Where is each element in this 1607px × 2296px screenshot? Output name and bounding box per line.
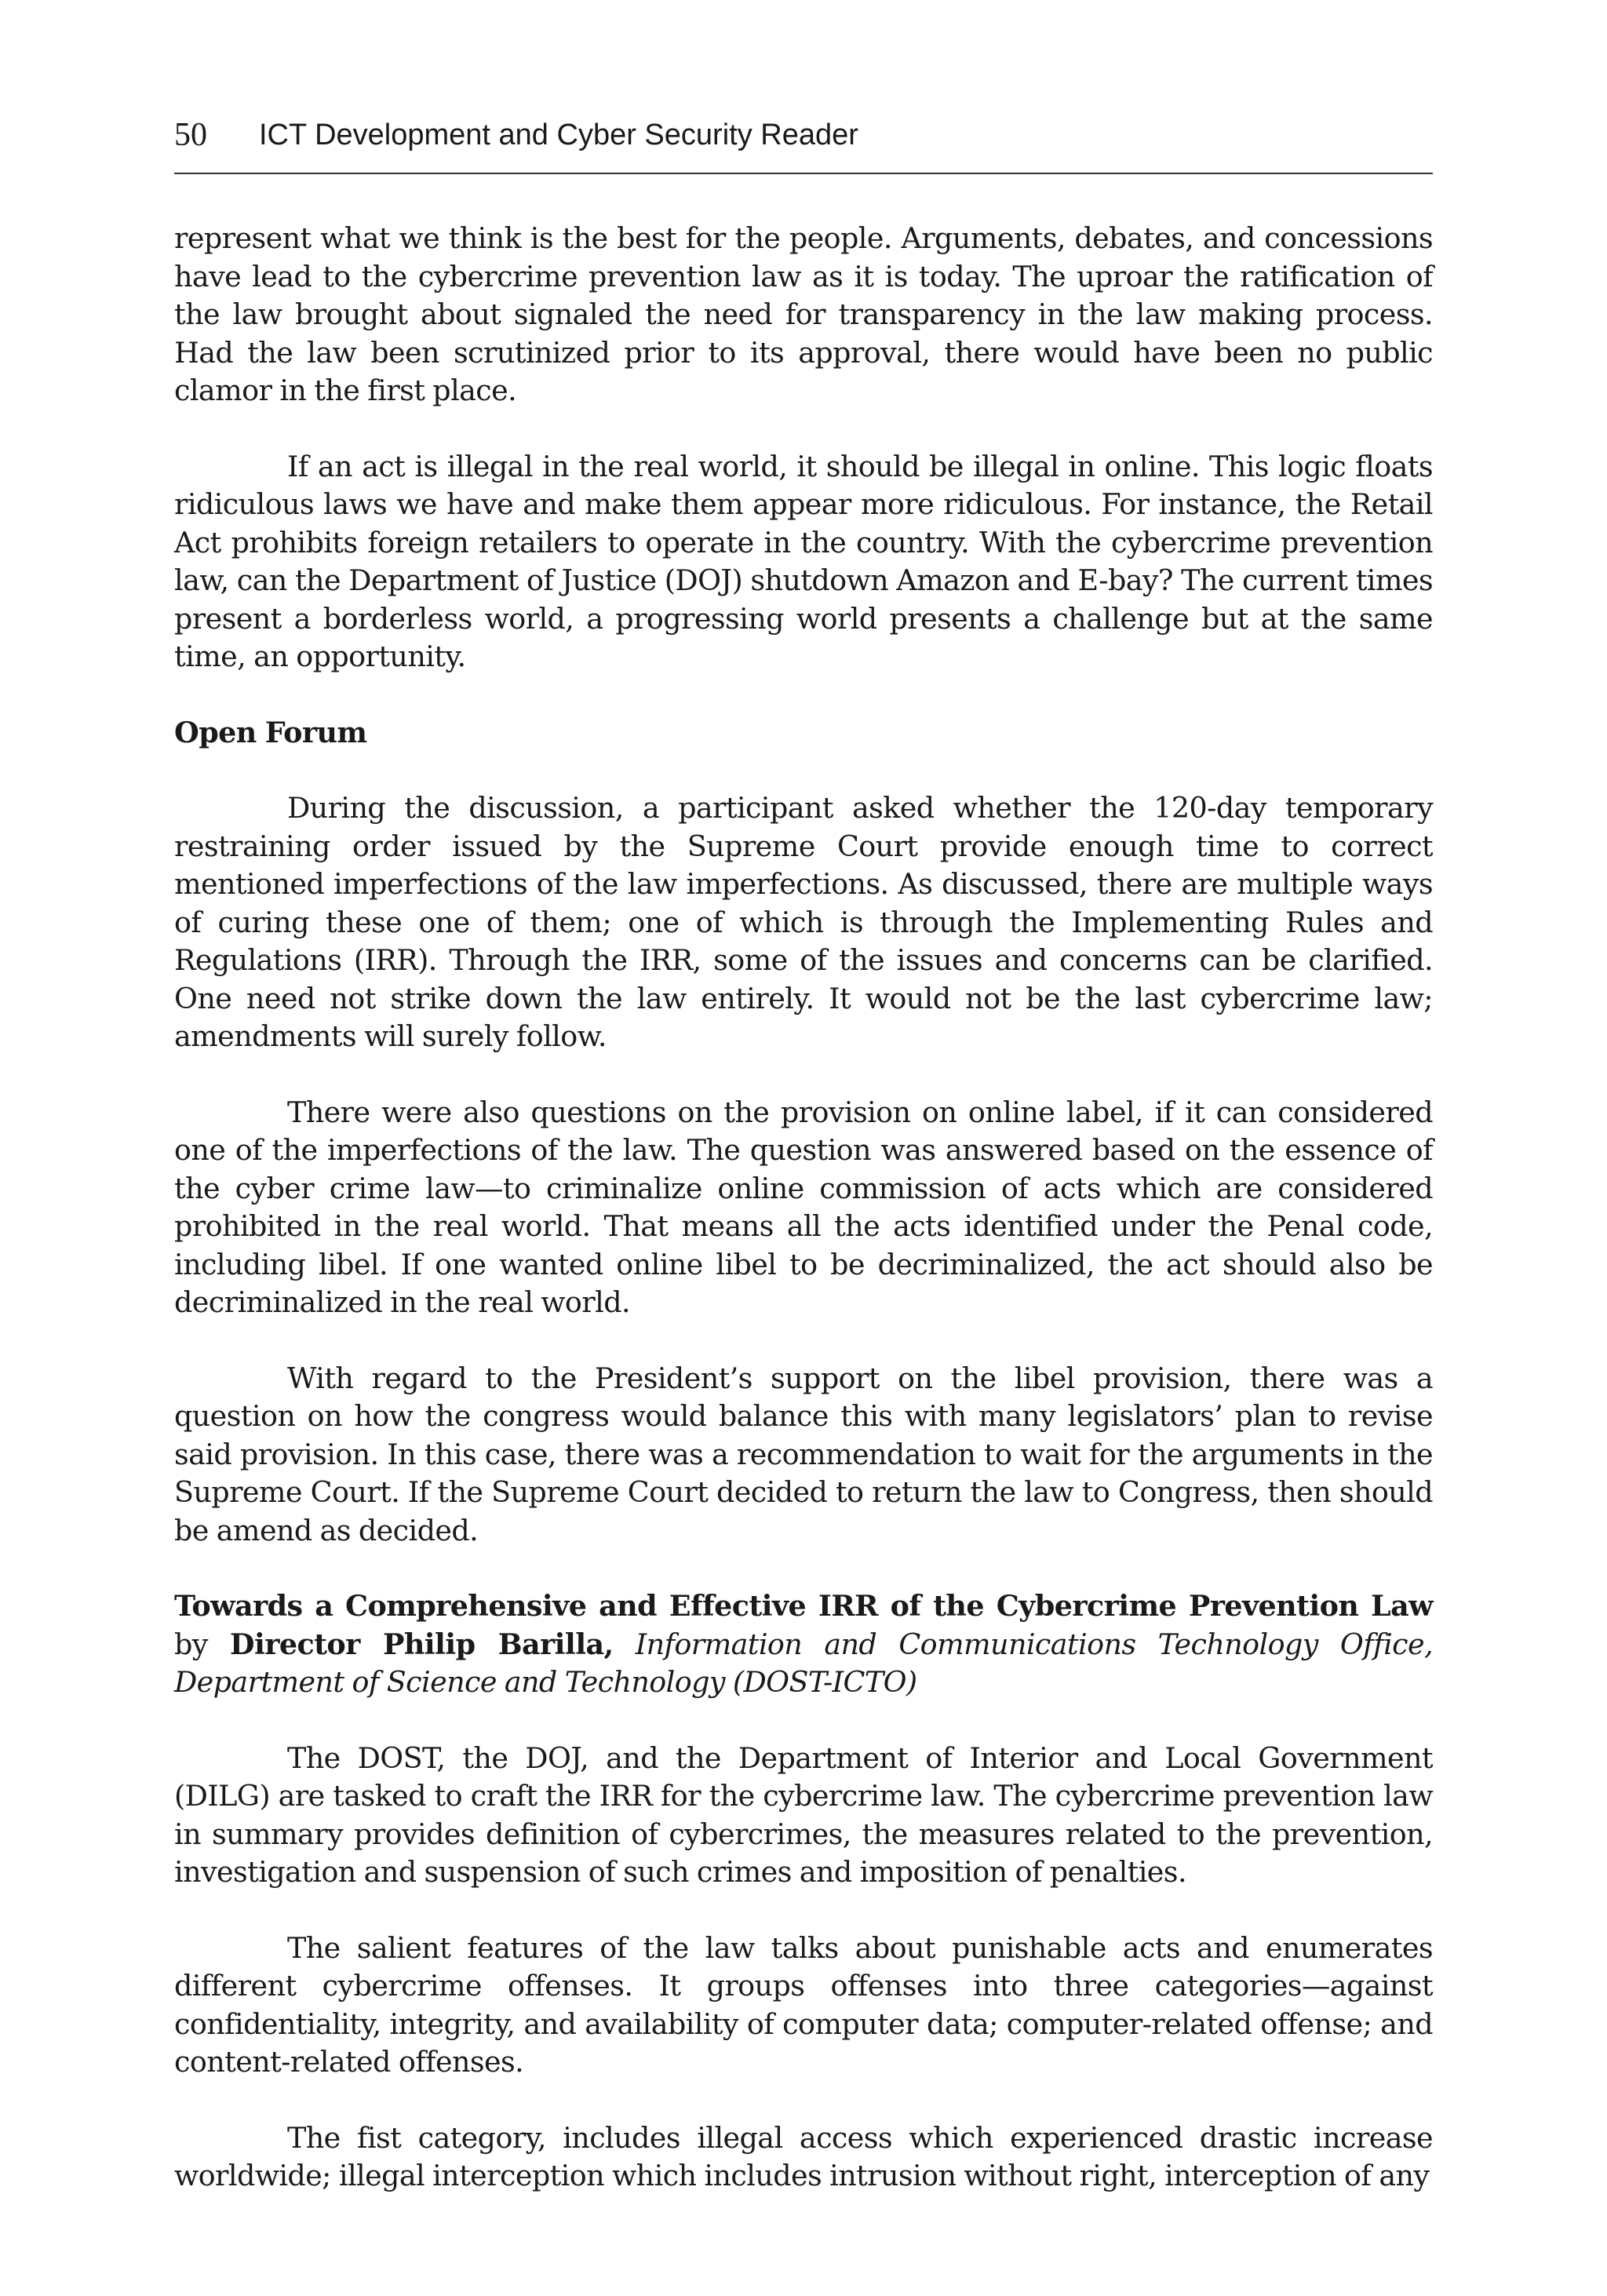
paragraph-3: During the discussion, a participant asked whether the 120-day temporary restraining order issued by the Supreme Court provide enough time to correct mentioned imperfections of the law imperfections. As discussed, there are multiple ways of curing these one of them; one of which is through the Implementing Rules and Regulations (IRR). Through the IRR, some of the issues and concerns can be clarified. One need not strike down the law entirely. It would not be the last cybercrime law; amendments will surely follow. [174,791,1433,1053]
section-heading-open-forum: Open Forum [174,715,367,749]
talk-speaker: Director Philip Barilla, [229,1627,614,1661]
page-number: 50 [174,117,207,153]
page-header [174,110,1433,174]
talk-heading [174,1587,1433,1702]
page-body [174,220,1433,2196]
paragraph-5: With regard to the President’s support on the libel provision, there was a question on how the congress would balance this with many legislators’ plan to revise said provision. In this case, there was a recommendation to wait for the arguments in the Supreme Court. If the Supreme Court decided to return the law to Congress, then should be amend as decided. [174,1361,1433,1547]
paragraph-8: The fist category, includes illegal access which experienced drastic increase worldwide; illegal interception which includes intrusion without right, interception of any [174,2120,1433,2192]
running-title: ICT Development and Cyber Security Reader [259,118,858,151]
paragraph-7: The salient features of the law talks about punishable acts and enumerates different cybercrime offenses. It groups offenses into three categories—against confidentiality, integrity, and availability of computer data; computer-related offense; and content-related offenses. [174,1930,1433,2079]
paragraph-1: represent what we think is the best for the people. Arguments, debates, and concessions have lead to the cybercrime prevention law as it is today. The uproar the ratification of the law brought about signaled the need for transparency in the law making process. Had the law been scrutinized prior to its approval, there would have been no public clamor in the first place. [174,221,1433,407]
talk-affiliation: Information and Communications Technology Office, Department of Science and Technology (DOST-ICTO) [174,1627,1433,1699]
paragraph-2: If an act is illegal in the real world, it should be illegal in online. This logic floats ridiculous laws we have and make them appear more ridiculous. For instance, the Retail Act prohibits foreign retailers to operate in the country. With the cybercrime prevention law, can the Department of Justice (DOJ) shutdown Amazon and E-bay? The current times present a borderless world, a progressing world presents a challenge but at the same time, an opportunity. [174,449,1433,673]
paragraph-6: The DOST, the DOJ, and the Department of Interior and Local Government (DILG) are tasked to craft the IRR for the cybercrime law. The cybercrime prevention law in summary provides definition of cybercrimes, the measures related to the prevention, investigation and suspension of such crimes and imposition of penalties. [174,1740,1433,1889]
talk-by: by [174,1627,230,1661]
paragraph-4: There were also questions on the provision on online label, if it can considered one of the imperfections of the law. The question was answered based on the essence of the cyber crime law—to criminalize online commission of acts which are considered prohibited in the real world. That means all the acts identified under the Penal code, including libel. If one wanted online libel to be decriminalized, the act should also be decriminalized in the real world. [174,1095,1433,1319]
talk-title: Towards a Comprehensive and Effective IRR of the Cybercrime Prevention Law [174,1589,1433,1623]
